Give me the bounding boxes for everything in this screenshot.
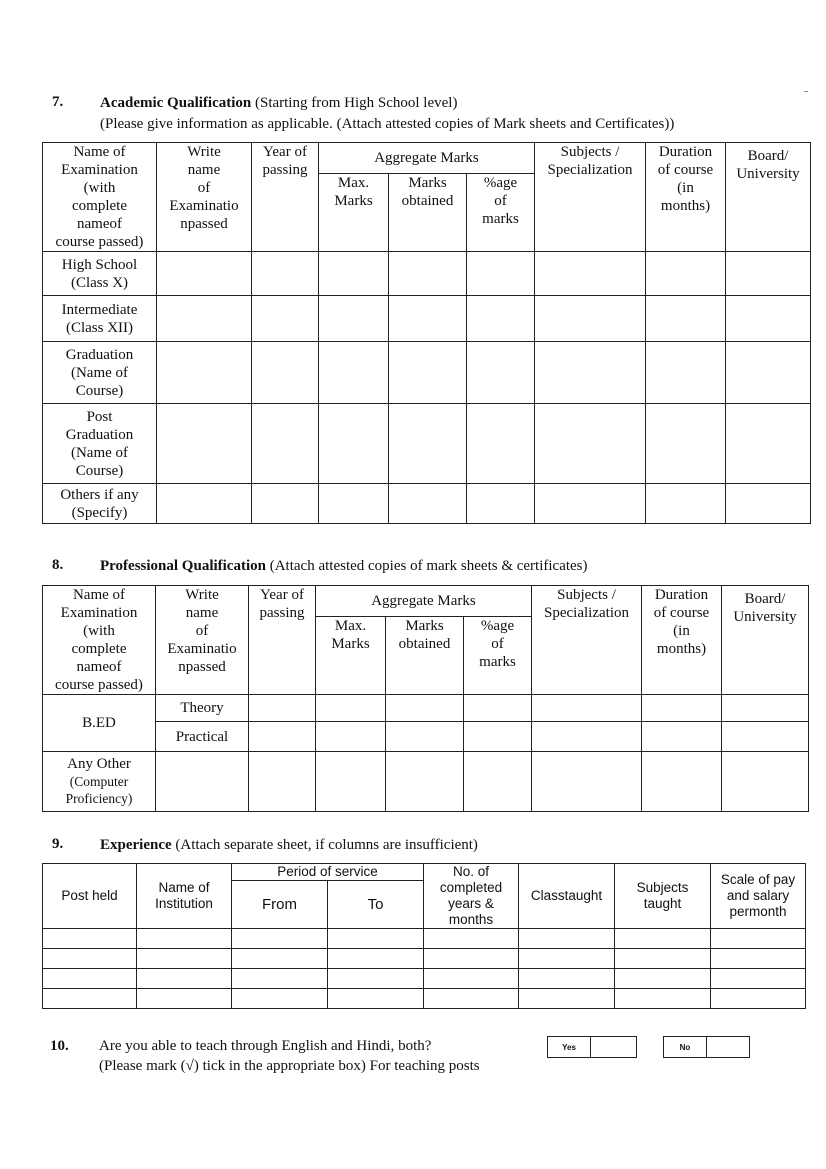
header-max: Max. Marks [319,173,389,251]
section-8-title: Professional Qualification [100,558,266,574]
row-label: Post Graduation (Name of Course) [43,404,157,484]
section-7-number: 7. [52,94,64,110]
section-9-title: Experience [100,837,172,853]
header-percentage: %age of marks [467,173,535,251]
section-9-heading [100,836,478,855]
table-row [43,752,809,812]
row-label: High School (Class X) [43,252,157,296]
scan-mark [804,91,808,92]
row-label-bed: B.ED [43,695,156,752]
header-scale-of-pay: Scale of pay and salary permonth [711,864,806,929]
yes-checkbox[interactable] [547,1036,637,1058]
no-checkbox[interactable] [663,1036,750,1058]
table-row [43,484,811,524]
header-write-name: Write name of Examinatio npassed [157,143,252,252]
header-subjects: Subjects / Specialization [535,143,646,252]
header-subjects: Subjects / Specialization [532,586,642,695]
header-duration: Duration of course (in months) [646,143,726,252]
row-label: Others if any (Specify) [43,484,157,524]
section-8-title-rest: (Attach attested copies of mark sheets & certificates) [265,558,588,574]
header-write-name: Write name of Examinatio npassed [156,586,249,695]
header-aggregate: Aggregate Marks [316,586,532,617]
header-subjects-taught: Subjects taught [615,864,711,929]
table-row [43,342,811,404]
row-label-any-other: Any Other (Computer Proficiency) [43,752,156,812]
header-year: Year of passing [249,586,316,695]
header-post-held: Post held [43,864,137,929]
section-7-heading [100,94,457,113]
table-row [43,252,811,296]
header-institution: Name of Institution [137,864,232,929]
header-exam: Name of Examination (with complete nameof course passed) [43,143,157,252]
header-year: Year of passing [252,143,319,252]
table-row [43,695,809,722]
header-board: Board/ University [726,143,811,252]
section-9-title-rest: (Attach separate sheet, if columns are insufficient) [171,837,478,853]
section-9-number: 9. [52,836,64,852]
no-tick-area[interactable] [707,1037,749,1057]
section-8-heading [100,557,588,576]
table-row [43,404,811,484]
header-from: From [232,881,328,929]
yes-tick-area[interactable] [591,1037,636,1057]
row-label: Graduation (Name of Course) [43,342,157,404]
header-period: Period of service [232,864,424,881]
table-row [43,296,811,342]
section-10-note: (Please mark (√) tick in the appropriate box) For teaching posts [99,1058,480,1074]
header-class-taught: Classtaught [519,864,615,929]
professional-qualification-table [42,585,809,812]
academic-qualification-table [42,142,811,524]
header-board: Board/ University [722,586,809,695]
header-max: Max. Marks [316,617,386,695]
header-duration: Duration of course (in months) [642,586,722,695]
section-7-title-rest: (Starting from High School level) [251,95,458,111]
table-row [43,929,806,949]
table-row [43,949,806,969]
section-7-title: Academic Qualification [100,95,252,111]
table-row [43,969,806,989]
experience-table [42,863,806,1009]
row-label-theory: Theory [156,695,249,722]
header-exam: Name of Examination (with complete nameof course passed) [43,586,156,695]
header-percentage: %age of marks [464,617,532,695]
row-label: Intermediate (Class XII) [43,296,157,342]
header-to: To [328,881,424,929]
header-aggregate: Aggregate Marks [319,143,535,174]
yes-label: Yes [548,1037,591,1057]
section-10-question: Are you able to teach through English and Hindi, both? [99,1038,432,1054]
header-years: No. of completed years & months [424,864,519,929]
section-7-note: (Please give information as applicable. (Attach attested copies of Mark sheets and Certificates)) [100,116,675,132]
row-label-practical: Practical [156,722,249,752]
table-row [43,722,809,752]
section-10-number: 10. [50,1038,69,1054]
header-obtained: Marks obtained [386,617,464,695]
no-label: No [664,1037,707,1057]
section-8-number: 8. [52,557,64,573]
header-obtained: Marks obtained [389,173,467,251]
table-row [43,989,806,1009]
